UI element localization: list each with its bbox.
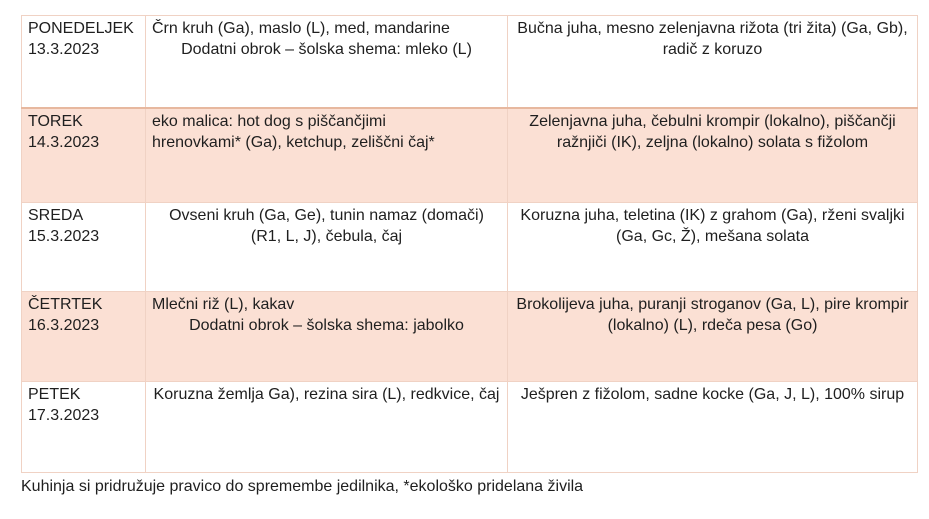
lunch-cell (508, 203, 918, 292)
day-name: TOREK (28, 112, 83, 130)
breakfast-text: Črn kruh (Ga), maslo (L), med, mandarine (152, 20, 450, 37)
breakfast-text: eko malica: hot dog s piščančjimi hrenovkami* (Ga), ketchup, zeliščni čaj* (152, 112, 435, 151)
menu-row-tuesday (22, 108, 918, 203)
breakfast-text: Koruzna žemlja Ga), rezina sira (L), redkvice, čaj (153, 386, 500, 403)
menu-row-wednesday (22, 203, 918, 292)
breakfast-extra-text: Dodatni obrok – šolska shema: mleko (L) (181, 41, 472, 58)
day-name: PONEDELJEK (28, 20, 134, 37)
day-cell (22, 16, 146, 108)
day-cell (22, 292, 146, 382)
day-date: 17.3.2023 (28, 407, 100, 424)
menu-row-thursday (22, 292, 918, 382)
menu-row-friday (22, 382, 918, 473)
lunch-cell (508, 292, 918, 382)
menu-row-monday (22, 16, 918, 108)
lunch-text: Brokolijeva juha, puranji stroganov (Ga, L), pire krompir (lokalno) (L), rdeča pesa (Go) (516, 296, 909, 334)
breakfast-cell (146, 203, 508, 292)
footer-note: Kuhinja si pridružuje pravico do spremembe jedilnika, *ekološko pridelana živila (21, 478, 584, 495)
lunch-cell (508, 108, 918, 203)
breakfast-extra-text: Dodatni obrok – šolska shema: jabolko (189, 317, 464, 334)
breakfast-cell (146, 292, 508, 382)
lunch-text: Zelenjavna juha, čebulni krompir (lokalno), piščančji ražnjiči (IK), zeljna (lokalno) solata s fižolom (529, 112, 896, 151)
lunch-text: Bučna juha, mesno zelenjavna rižota (tri žita) (Ga, Gb), radič z koruzo (517, 20, 908, 58)
breakfast-cell (146, 16, 508, 108)
lunch-text: Ješpren z fižolom, sadne kocke (Ga, J, L), 100% sirup (520, 386, 905, 403)
day-date: 14.3.2023 (28, 133, 100, 151)
breakfast-cell (146, 108, 508, 203)
lunch-text: Koruzna juha, teletina (IK) z grahom (Ga), rženi svaljki (Ga, Gc, Ž), mešana solata (520, 207, 905, 245)
breakfast-text: Mlečni riž (L), kakav (152, 296, 295, 313)
lunch-cell (508, 382, 918, 473)
day-date: 16.3.2023 (28, 317, 100, 334)
day-cell (22, 203, 146, 292)
breakfast-text: Ovseni kruh (Ga, Ge), tunin namaz (domači) (R1, L, J), čebula, čaj (169, 207, 484, 245)
day-name: PETEK (28, 386, 81, 403)
day-cell (22, 382, 146, 473)
day-name: SREDA (28, 207, 84, 224)
breakfast-cell (146, 382, 508, 473)
lunch-cell (508, 16, 918, 108)
day-date: 13.3.2023 (28, 41, 100, 58)
day-cell (22, 108, 146, 203)
day-date: 15.3.2023 (28, 228, 100, 245)
day-name: ČETRTEK (28, 296, 103, 313)
weekly-menu-table (21, 15, 918, 473)
